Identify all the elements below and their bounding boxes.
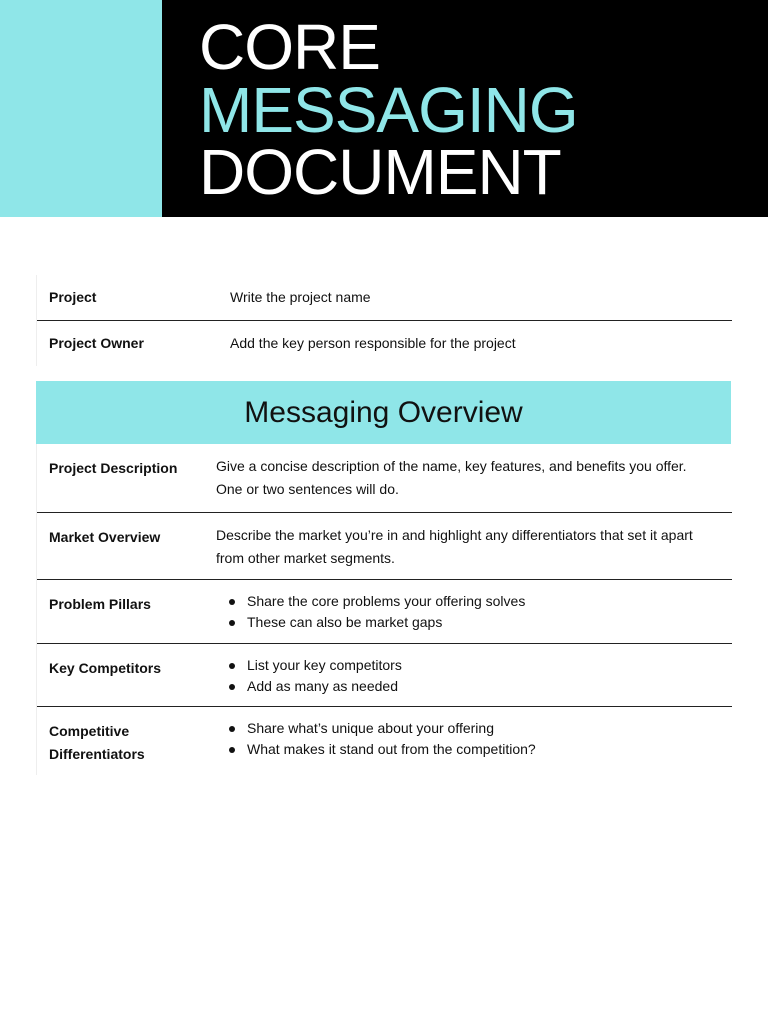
header-title-block	[162, 0, 768, 217]
messaging-overview-title: Messaging Overview	[244, 396, 523, 429]
table-row	[37, 707, 732, 775]
project-value: Write the project name	[230, 289, 371, 305]
list-item-text: These can also be market gaps	[247, 614, 443, 630]
key-competitors-list	[227, 655, 402, 697]
table-row	[37, 644, 732, 707]
table-row	[37, 444, 732, 513]
competitive-differentiators-list	[227, 718, 536, 760]
problem-pillars-label: Problem Pillars	[49, 596, 151, 612]
market-overview-text: Describe the market you’re in and highlight any differentiators that set it apart from other market segments.	[216, 527, 693, 566]
list-item	[227, 612, 525, 633]
document-header	[0, 0, 768, 217]
project-owner-value: Add the key person responsible for the project	[230, 335, 516, 351]
project-description-text: Give a concise description of the name, key features, and benefits you offer. One or two sentences will do.	[216, 458, 687, 497]
market-overview-label: Market Overview	[49, 529, 161, 545]
list-item	[227, 676, 402, 697]
list-item-text: Add as many as needed	[247, 678, 398, 694]
table-row	[37, 513, 732, 580]
bullet-icon	[229, 663, 235, 669]
list-item-text: Share the core problems your offering solves	[247, 593, 526, 609]
project-owner-row	[37, 321, 732, 366]
bullet-icon	[229, 599, 235, 605]
project-row	[37, 275, 732, 321]
project-label: Project	[49, 289, 97, 305]
title-line-messaging: MESSAGING	[199, 74, 578, 146]
messaging-overview-table	[36, 444, 732, 775]
list-item	[227, 655, 402, 676]
bullet-icon	[229, 726, 235, 732]
title-line-document: DOCUMENT	[199, 136, 561, 208]
list-item	[227, 591, 525, 612]
bullet-icon	[229, 747, 235, 753]
project-info-table	[36, 275, 732, 366]
project-owner-label: Project Owner	[49, 335, 144, 351]
title-line-core: CORE	[199, 11, 380, 83]
project-description-label: Project Description	[49, 460, 178, 476]
problem-pillars-list	[227, 591, 525, 633]
list-item-text: List your key competitors	[247, 657, 402, 673]
table-row	[37, 580, 732, 644]
bullet-icon	[229, 620, 235, 626]
list-item	[227, 739, 536, 760]
list-item	[227, 718, 536, 739]
key-competitors-label: Key Competitors	[49, 660, 162, 676]
header-accent-block	[0, 0, 162, 217]
messaging-overview-banner	[36, 381, 731, 444]
competitive-differentiators-label: Competitive Differentiators	[49, 723, 145, 762]
list-item-text: Share what’s unique about your offering	[247, 720, 494, 736]
list-item-text: What makes it stand out from the competition?	[247, 741, 536, 757]
bullet-icon	[229, 684, 235, 690]
